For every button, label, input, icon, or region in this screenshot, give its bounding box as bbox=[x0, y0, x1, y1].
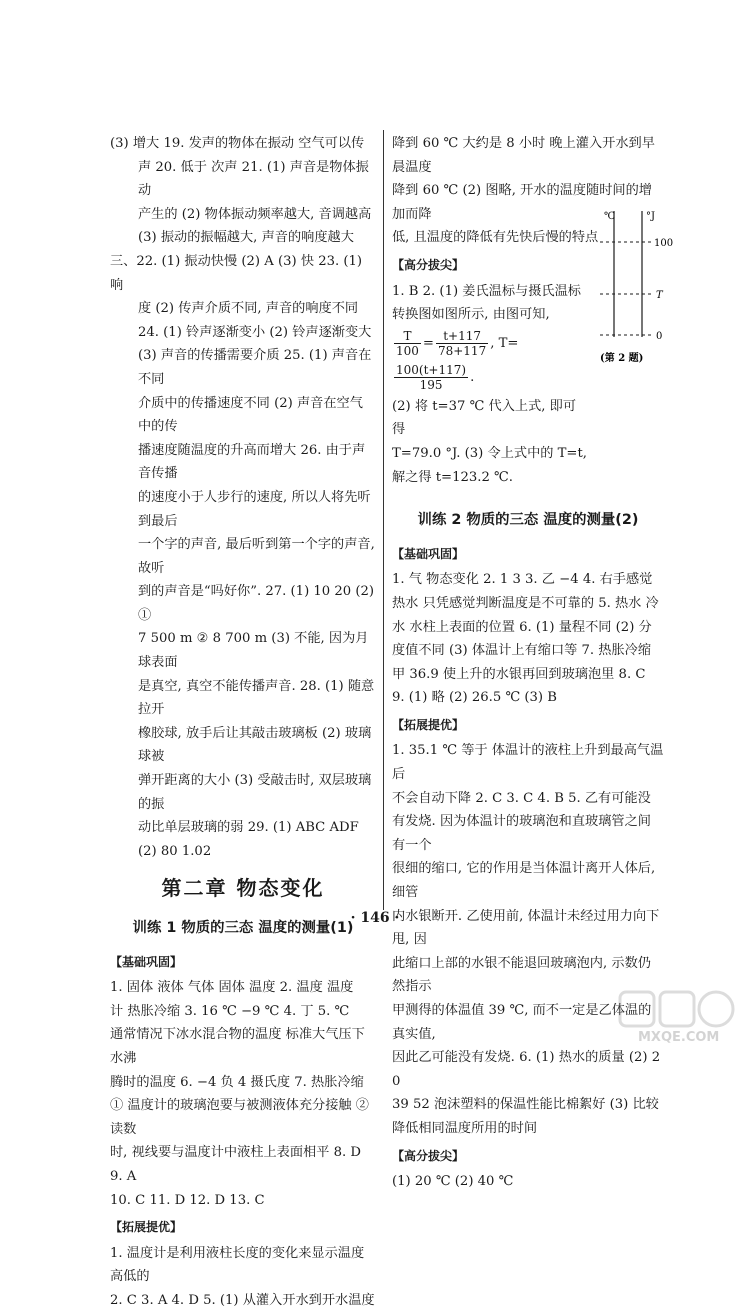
text-line: 水 水柱上表面的位置 6. (1) 量程不同 (2) 分 bbox=[392, 619, 652, 635]
text-line: 降到 60 ℃ (2) 图略, 开水的温度随时间的增加而降 bbox=[392, 183, 652, 222]
figure-caption: (第 2 题) bbox=[600, 353, 644, 364]
text-line: 计 热胀冷缩 3. 16 ℃ −9 ℃ 4. 丁 5. ℃ bbox=[110, 1003, 350, 1019]
numerator: 100(t+117) bbox=[396, 362, 467, 377]
text-line: 39 52 泡沫塑料的保温性能比棉絮好 (3) 比较 bbox=[392, 1097, 659, 1113]
unit-jiang: °J bbox=[646, 211, 656, 222]
text-line: 因此乙可能没有发烧. 6. (1) 热水的质量 (2) 20 bbox=[392, 1050, 661, 1089]
text-line: 有发烧. 因为体温计的玻璃泡和直玻璃管之间有一个 bbox=[392, 814, 651, 853]
text-line: 低, 且温度的降低有先快后慢的特点 bbox=[392, 230, 599, 246]
numerator: T bbox=[394, 329, 421, 344]
text-line: 此缩口上部的水银不能退回玻璃泡内, 示数仍然指示 bbox=[392, 955, 651, 995]
section-label: 【基础巩固】 bbox=[392, 546, 465, 561]
text-line: 甲 36.9 使上升的水银再回到玻璃泡里 8. C bbox=[392, 666, 646, 682]
text-line: 不会自动下降 2. C 3. C 4. B 5. 乙有可能没 bbox=[392, 790, 651, 806]
text-line: (3) 声音的传播需要介质 25. (1) 声音在不同 bbox=[138, 348, 372, 387]
formula-separator: , T= bbox=[490, 335, 519, 351]
jiang-label-100: 100 bbox=[654, 238, 674, 249]
text-line: T=79.0 °J. (3) 令上式中的 T=t, bbox=[392, 445, 587, 461]
formula bbox=[392, 327, 588, 395]
section-title: 训练 1 物质的三态 温度的测量(1) bbox=[132, 920, 354, 936]
equals-sign: = bbox=[422, 335, 434, 351]
section-label: 【高分拔尖】 bbox=[392, 1148, 465, 1163]
text-line: 甲测得的体温值 39 ℃, 而不一定是乙体温的真实值, bbox=[392, 1003, 652, 1042]
text-line: 介质中的传播速度不同 (2) 声音在空气中的传 bbox=[138, 395, 363, 435]
unit-celsius: ℃ bbox=[604, 211, 616, 222]
answer-stamp-icon bbox=[618, 990, 738, 1030]
text-line: 10. C 11. D 12. D 13. C bbox=[110, 1192, 265, 1208]
text-line: (1) 20 ℃ (2) 40 ℃ bbox=[392, 1174, 514, 1190]
text-line: 降低相同温度所用的时间 bbox=[392, 1120, 538, 1136]
text-line: 7 500 m ② 8 700 m (3) 不能, 因为月球表面 bbox=[138, 631, 369, 671]
thermometer-scale-figure bbox=[594, 207, 674, 367]
text-line: 时, 视线要与温度计中液柱上表面相平 8. D 9. A bbox=[110, 1145, 361, 1184]
fraction bbox=[394, 329, 421, 358]
text-line: 通常情况下冰水混合物的温度 标准大气压下水沸 bbox=[110, 1027, 365, 1066]
text-line: 1. 固体 液体 气体 固体 温度 2. 温度 温度 bbox=[110, 980, 354, 996]
section-label: 【高分拔尖】 bbox=[392, 257, 465, 272]
text-line: 度值不同 (3) 体温计上有缩口等 7. 热胀冷缩 bbox=[392, 643, 652, 659]
text-line: 内水银断开. 乙使用前, 体温计未经过用力向下甩, 因 bbox=[392, 908, 660, 948]
text-line: 的速度小于人步行的速度, 所以人将先听到最后 bbox=[138, 489, 371, 529]
section-label: 【拓展提优】 bbox=[110, 1220, 183, 1235]
denominator: 195 bbox=[419, 377, 443, 392]
page-number: · 146 · bbox=[350, 910, 400, 926]
section-label: 【拓展提优】 bbox=[392, 717, 465, 732]
section-title: 训练 2 物质的三态 温度的测量(2) bbox=[417, 512, 639, 529]
answer-block bbox=[392, 280, 588, 490]
celsius-label-t bbox=[594, 290, 595, 301]
text-line: 降到 60 ℃ 大约是 8 小时 晚上灌入开水到早晨温度 bbox=[392, 136, 655, 175]
text-line: 热水 只凭感觉判断温度是不可靠的 5. 热水 冷 bbox=[392, 595, 659, 611]
text-line: (3) 增大 19. 发声的物体在振动 空气可以传 bbox=[110, 136, 365, 151]
watermark-url: MXQE.COM bbox=[638, 1030, 720, 1045]
text-line: 1. 气 物态变化 2. 1 3 3. 乙 −4 4. 右手感觉 bbox=[392, 572, 653, 588]
denominator: 100 bbox=[396, 343, 419, 358]
text-line: 到的声音是“吗好你”. 27. (1) 10 20 (2) ① bbox=[138, 584, 375, 623]
formula-end: . bbox=[470, 369, 475, 385]
text-line: 很细的缩口, 它的作用是当体温计离开人体后, 细管 bbox=[392, 861, 656, 901]
fraction bbox=[436, 329, 488, 358]
text-line: 橡胶球, 放手后让其敲击玻璃板 (2) 玻璃球被 bbox=[138, 725, 372, 765]
text-line: 9. (1) 略 (2) 26.5 ℃ (3) B bbox=[392, 690, 557, 706]
text-line: 1. B 2. (1) 姜氏温标与摄氏温标 bbox=[392, 283, 581, 299]
numerator: t+117 bbox=[436, 329, 488, 344]
text-line: 弹开距离的大小 (3) 受敲击时, 双层玻璃的振 bbox=[138, 773, 372, 812]
fraction bbox=[394, 363, 468, 392]
text-line: 产生的 (2) 物体振动频率越大, 音调越高 bbox=[138, 206, 372, 222]
section-label: 【基础巩固】 bbox=[110, 954, 183, 969]
chapter-title: 第二章 物态变化 bbox=[161, 876, 325, 901]
jiang-label-T: T bbox=[656, 290, 663, 301]
jiang-label-0: 0 bbox=[656, 331, 663, 342]
text-line: 度 (2) 传声介质不同, 声音的响度不同 bbox=[138, 301, 359, 317]
text-line: 转换图如图所示, 由图可知, bbox=[392, 307, 550, 323]
text-line: 2. C 3. A 4. D 5. (1) 从灌入开水到开水温度 bbox=[110, 1292, 375, 1308]
text-line: ① 温度计的玻璃泡要与被测液体充分接触 ② 读数 bbox=[110, 1098, 369, 1137]
text-line: (2) 将 t=37 ℃ 代入上式, 即可得 bbox=[392, 398, 577, 438]
column-divider bbox=[383, 130, 384, 910]
text-line: 动比单层玻璃的弱 29. (1) ABC ADF bbox=[138, 820, 359, 836]
text-line: 24. (1) 铃声逐渐变小 (2) 铃声逐渐变大 bbox=[138, 324, 372, 340]
text-line: 播速度随温度的升高而增大 26. 由于声音传播 bbox=[138, 442, 366, 482]
text-line: (2) 80 1.02 bbox=[138, 843, 212, 859]
text-line: 三、22. (1) 振动快慢 (2) A (3) 快 23. (1) 响 bbox=[110, 253, 363, 293]
denominator: 78+117 bbox=[437, 343, 487, 358]
text-line: 声 20. 低于 次声 21. (1) 声音是物体振动 bbox=[138, 159, 369, 199]
watermark bbox=[618, 990, 748, 1050]
text-line: 腾时的温度 6. −4 负 4 摄氏度 7. 热胀冷缩 bbox=[110, 1074, 364, 1090]
text-line: 解之得 t=123.2 ℃. bbox=[392, 469, 513, 485]
text-line: 是真空, 真空不能传播声音. 28. (1) 随意拉开 bbox=[138, 678, 375, 718]
text-line: 1. 35.1 ℃ 等于 体温计的液柱上升到最高气温后 bbox=[392, 743, 664, 783]
text-line: 一个字的声音, 最后听到第一个字的声音, 故听 bbox=[138, 537, 375, 576]
left-column bbox=[110, 132, 376, 1313]
scale-diagram bbox=[594, 207, 674, 367]
text-line: (3) 振动的振幅越大, 声音的响度越大 bbox=[138, 230, 354, 246]
text-line: 1. 温度计是利用液柱长度的变化来显示温度高低的 bbox=[110, 1245, 365, 1285]
